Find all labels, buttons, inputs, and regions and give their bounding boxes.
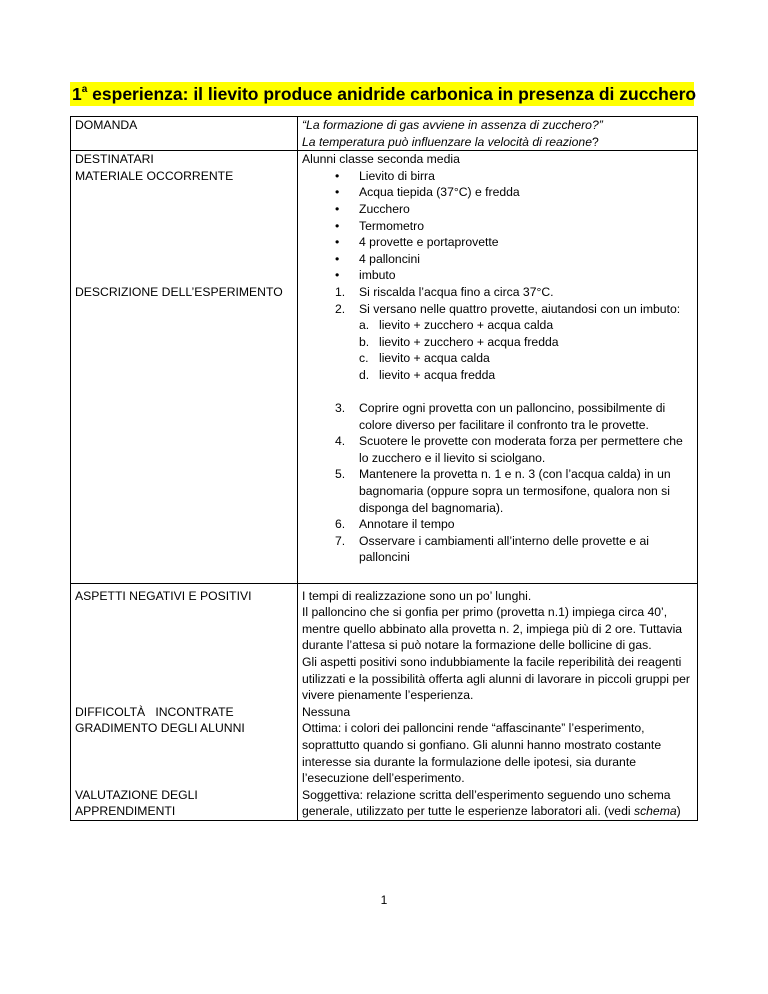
row-label: DOMANDA	[71, 117, 298, 151]
row-label: DIFFICOLTÀ INCONTRATE	[75, 704, 234, 719]
list-item: 1. Si riscalda l’acqua fino a circa 37°C.	[335, 284, 554, 299]
list-item: • Zucchero	[302, 201, 693, 218]
list-item: • Termometro	[302, 218, 693, 235]
list-item: • 4 provette e portaprovette	[302, 234, 693, 251]
row-label: DESTINATARI	[75, 152, 154, 167]
list-item: • Acqua tiepida (37°C) e fredda	[302, 184, 693, 201]
difficolta-value: Nessuna	[302, 704, 351, 719]
list-item: 6. Annotare il tempo	[335, 517, 455, 532]
table-row	[71, 583, 698, 704]
valutazione-value: Soggettiva: relazione scritta dell’esperimento seguendo uno schema generale, utilizzato per tutte le esperienze laboratori ali. (vedi schema)	[298, 787, 698, 821]
list-item: 7. Osservare i cambiamenti all’interno delle provette e ai palloncini	[335, 533, 649, 565]
gradimento-value: Ottima: i colori dei palloncini rende “affascinante” l’esperimento, soprattutto quando si gonfiano. Gli alunni hanno mostrato costante interesse sia durante la formulazione delle ipotesi, sia durante l’esecuzione dell’esperimento.	[302, 721, 662, 786]
domanda-value: “La formazione di gas avviene in assenza di zucchero?” La temperatura può influenzare la velocità di reazione?	[298, 117, 698, 151]
list-item: c. lievito + acqua calda	[359, 351, 490, 366]
list-item: 5. Mantenere la provetta n. 1 e n. 3 (con l’acqua calda) in un bagnomaria (oppure sopra un termosifone, qualora non si disponga del bagnomaria).	[335, 467, 671, 515]
table-row	[71, 787, 698, 821]
title-highlight	[70, 82, 697, 106]
row-label: DESCRIZIONE DELL’ESPERIMENTO	[71, 284, 298, 583]
table-row	[71, 151, 698, 284]
steps-list-cont	[302, 400, 693, 566]
list-item: b. lievito + zucchero + acqua fredda	[359, 334, 559, 349]
descrizione-value	[298, 284, 698, 583]
page-number: 1	[380, 893, 388, 907]
list-item: • Lievito di birra	[302, 168, 693, 185]
list-item: • imbuto	[302, 267, 693, 284]
list-item: • 4 palloncini	[302, 251, 693, 268]
page-title: 1$^a$ esperienza: il lievito produce anidride carbonica in presenza di zucchero	[72, 84, 697, 104]
list-item: 2. Si versano nelle quattro provette, aiutandosi con un imbuto: a. lievito + zucchero + acqua calda b. lievito + zucchero + acqua fredda c. lievito + acqua calda d. lievito + acqua fredda	[302, 301, 693, 384]
aspetti-value: I tempi di realizzazione sono un po’ lunghi. Il palloncino che si gonfia per primo (provetta n.1) impiega circa 40’, mentre quello abbinato alla provetta n. 2, impiega più di 2 ore. Tuttavia durante l’attesa si può notare la formazione delle bollicine di gas. Gli aspetti positivi sono indubbiamente la facile reperibilità dei reagenti utilizzati e la possibilità offerta agli alunni di lavorare in piccoli gruppi per vivere pienamente l’esperienza.	[298, 583, 698, 704]
materiale-list	[302, 168, 693, 284]
sub-list	[359, 317, 693, 383]
experiment-table	[70, 116, 698, 821]
list-item: 4. Scuotere le provette con moderata forza per permettere che lo zucchero e il lievito si sciolgano.	[335, 434, 683, 465]
list-item: a. lievito + zucchero + acqua calda	[359, 318, 554, 333]
list-item: d. lievito + acqua fredda	[359, 367, 496, 382]
table-row	[71, 117, 698, 151]
row-label: MATERIALE OCCORRENTE	[75, 168, 234, 183]
row-label: VALUTAZIONE DEGLI APPRENDIMENTI	[75, 787, 198, 819]
destinatari-value: Alunni classe seconda media	[302, 152, 460, 167]
row-label: GRADIMENTO DEGLI ALUNNI	[75, 721, 245, 736]
steps-list	[302, 284, 693, 384]
table-row	[71, 704, 698, 787]
list-item: 3. Coprire ogni provetta con un palloncino, possibilmente di colore diverso per facilitare il confronto tra le provette.	[335, 401, 666, 432]
row-label: ASPETTI NEGATIVI E POSITIVI	[75, 588, 252, 603]
table-row	[71, 284, 698, 583]
